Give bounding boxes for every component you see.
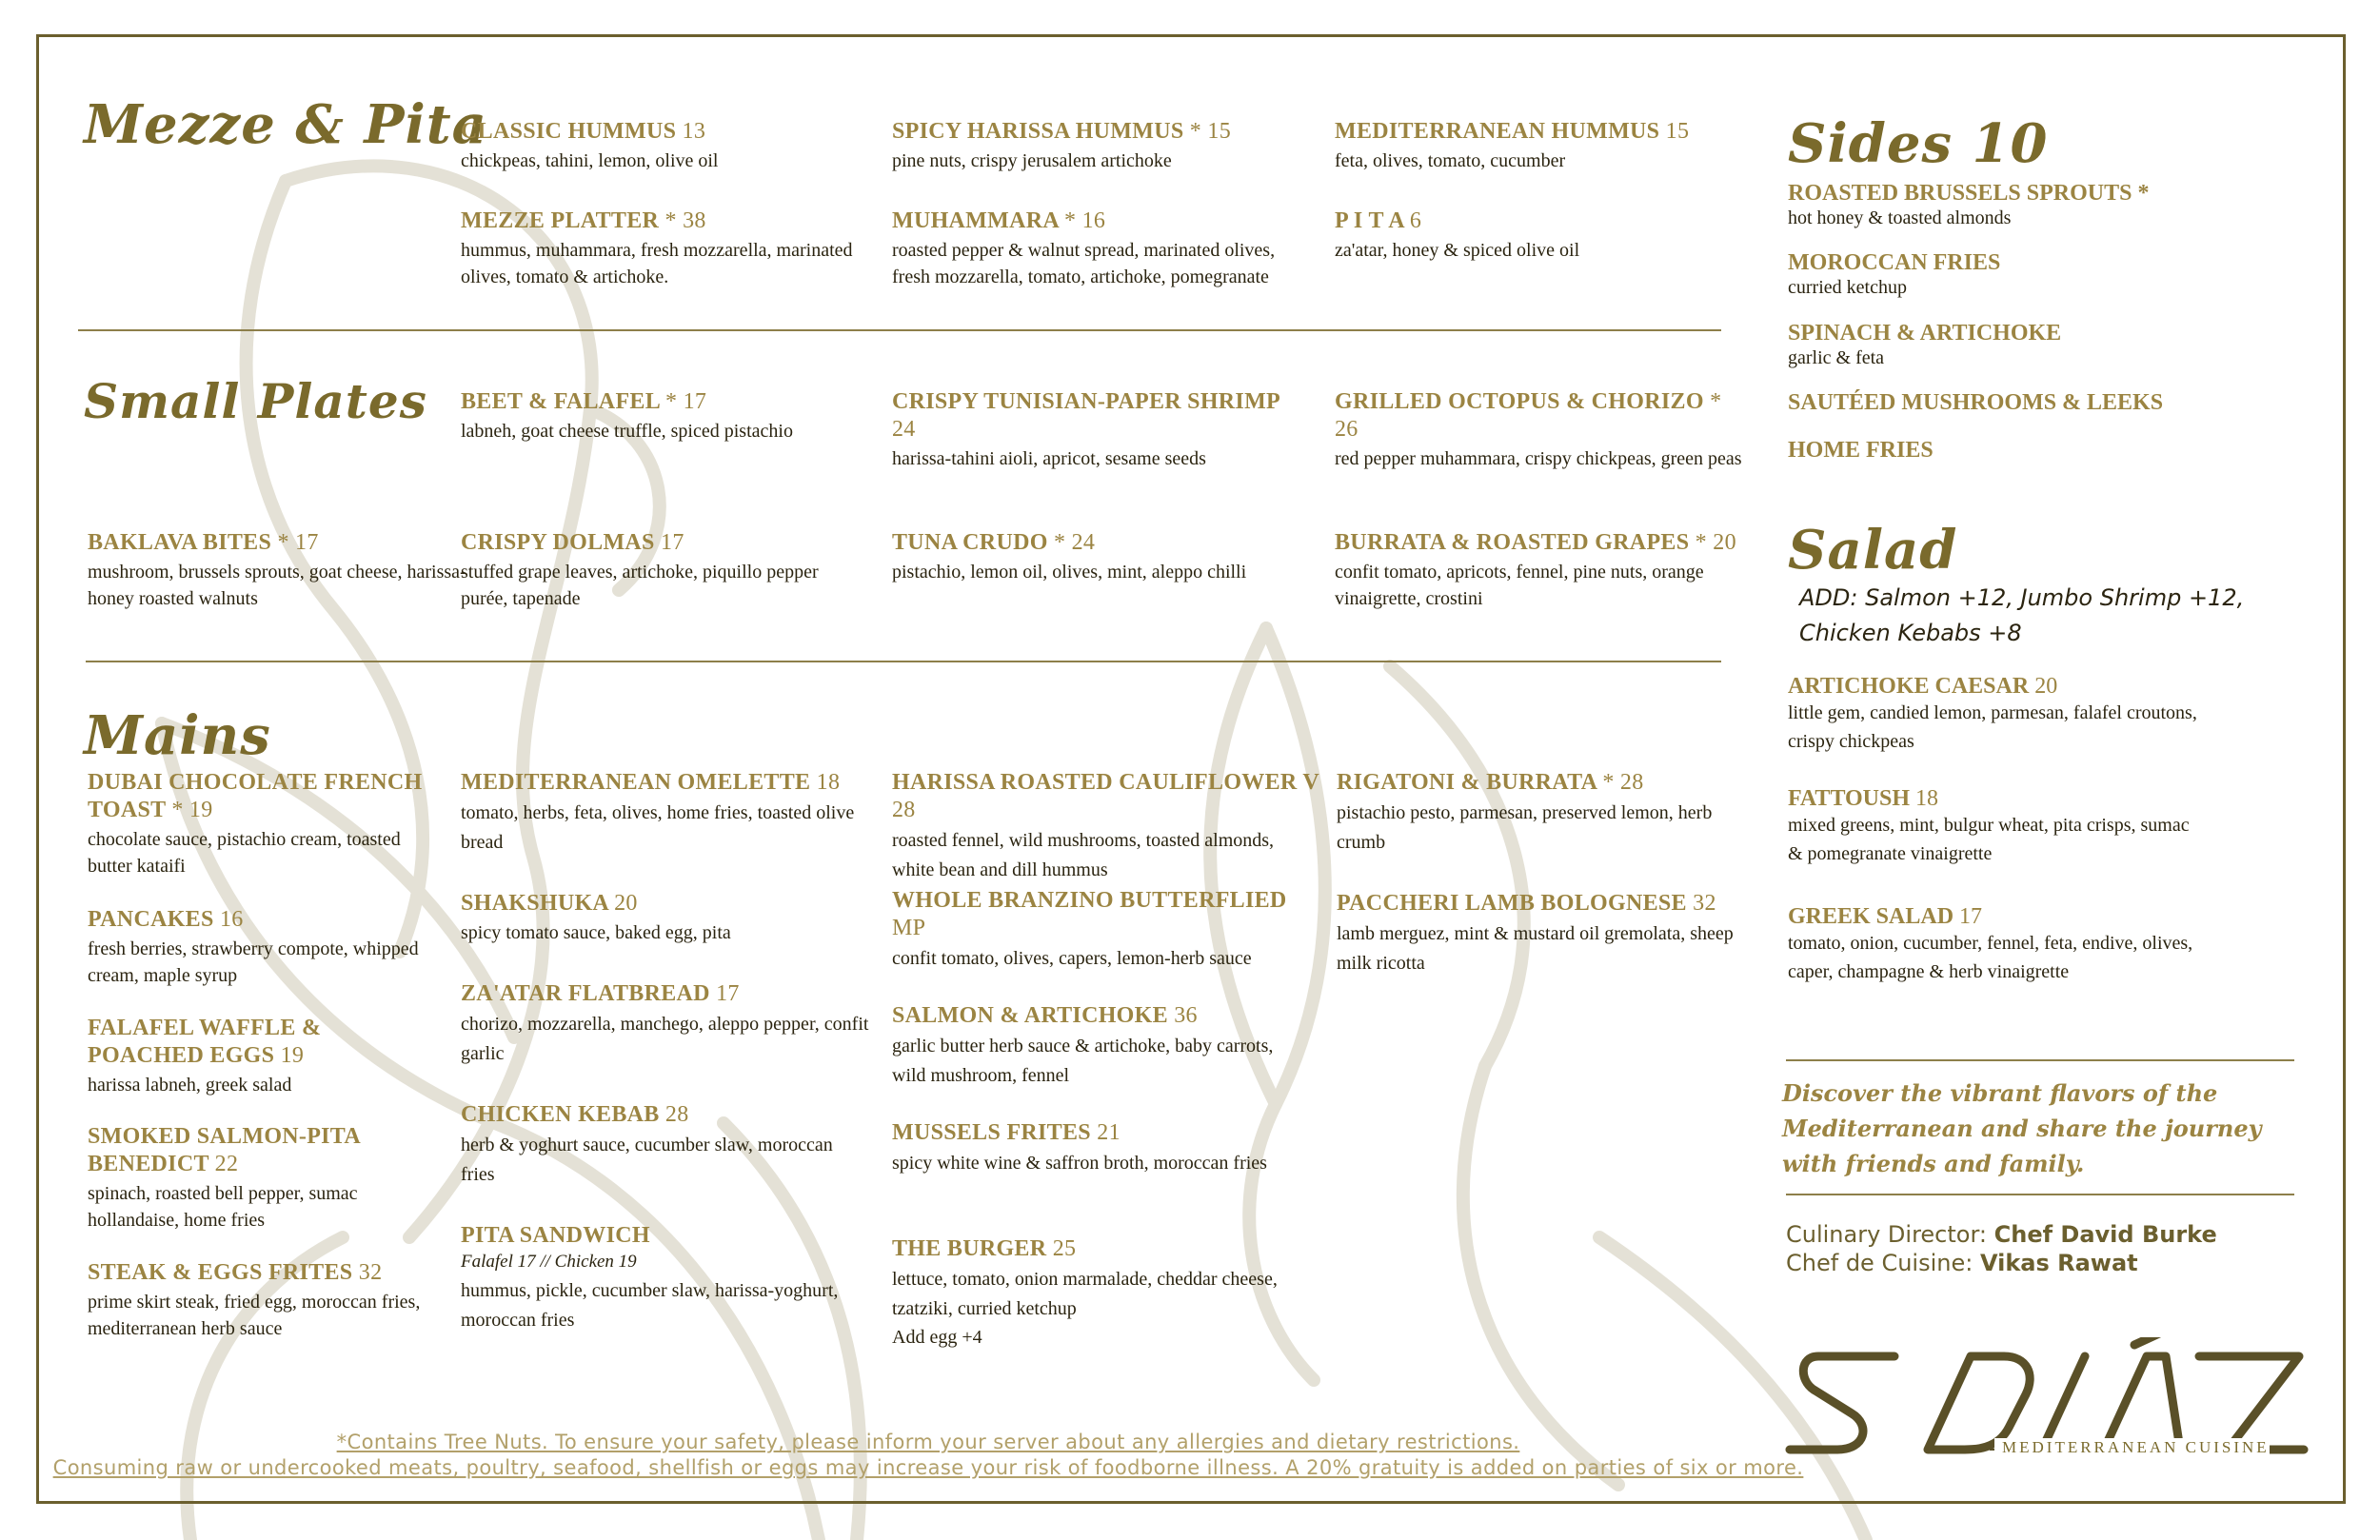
menu-item: SHAKSHUKA 20 spicy tomato sauce, baked egg, pita — [461, 891, 731, 943]
menu-item: STEAK & EGGS FRITES 32 prime skirt steak, fried egg, moroccan fries, mediterranean herb sauce — [88, 1260, 421, 1339]
menu-item: RIGATONI & BURRATA * 28 pistachio pesto, parmesan, preserved lemon, herb crumb — [1337, 770, 1713, 853]
menu-item: SMOKED SALMON-PITA BENEDICT 22 spinach, roasted bell pepper, sumac hollandaise, home fries — [88, 1124, 360, 1231]
side-item: HOME FRIES — [1788, 438, 1934, 463]
salad-item: FATTOUSH 18 mixed greens, mint, bulgur wheat, pita crisps, sumac & pomegranate vinaigrette — [1788, 786, 2190, 864]
tagline-rule-bottom — [1786, 1194, 2294, 1195]
section-divider — [78, 329, 1721, 331]
menu-item: BEET & FALAFEL * 17 labneh, goat cheese truffle, spiced pistachio — [461, 389, 793, 442]
section-title-mezze: Mezze & Pita — [84, 93, 487, 156]
menu-item: PITA SANDWICH Falafel 17 // Chicken 19 hummus, pickle, cucumber slaw, harissa-yoghurt, moroccan fries — [461, 1223, 839, 1331]
side-item: MOROCCAN FRIES curried ketchup — [1788, 250, 2001, 298]
menu-item: SPICY HARISSA HUMMUS * 15 pine nuts, crispy jerusalem artichoke — [892, 119, 1231, 171]
menu-item: HARISSA ROASTED CAULIFLOWER V 28 roasted fennel, wild mushrooms, toasted almonds, white bean and dill hummus — [892, 770, 1319, 880]
tagline: Discover the vibrant flavors of the Mediterranean and share the journey with friends and family. — [1782, 1079, 2262, 1177]
menu-item: CHICKEN KEBAB 28 herb & yoghurt sauce, cucumber slaw, moroccan fries — [461, 1102, 833, 1185]
tagline-rule-top — [1786, 1059, 2294, 1061]
section-divider — [86, 661, 1721, 662]
menu-item: P I T A 6 za'atar, honey & spiced olive oil — [1335, 208, 1580, 261]
section-title-small-plates: Small Plates — [84, 373, 427, 429]
menu-item: CRISPY DOLMAS 17 stuffed grape leaves, artichoke, piquillo pepper purée, tapenade — [461, 530, 819, 609]
menu-item: FALAFEL WAFFLE & POACHED EGGS 19 harissa labneh, greek salad — [88, 1016, 322, 1096]
menu-item: MEZZE PLATTER * 38 hummus, muhammara, fresh mozzarella, marinated olives, tomato & artichoke. — [461, 208, 853, 287]
allergy-notice: *Contains Tree Nuts. To ensure your safety, please inform your server about any allergies and dietary restrictions. — [336, 1431, 1520, 1453]
menu-item: PACCHERI LAMB BOLOGNESE 32 lamb merguez, mint & mustard oil gremolata, sheep milk ricotta — [1337, 891, 1734, 974]
chef-credits: Culinary Director: Chef David Burke Chef de Cuisine: Vikas Rawat — [1786, 1221, 2217, 1276]
menu-item: MEDITERRANEAN OMELETTE 18 tomato, herbs, feta, olives, home fries, toasted olive bread — [461, 770, 855, 853]
menu-item: WHOLE BRANZINO BUTTERFLIED MP confit tomato, olives, capers, lemon-herb sauce — [892, 888, 1287, 969]
menu-item: MUHAMMARA * 16 roasted pepper & walnut spread, marinated olives, fresh mozzarella, tomato, artichoke, pomegranate — [892, 208, 1276, 287]
menu-item: ZA'ATAR FLATBREAD 17 chorizo, mozzarella, manchego, aleppo pepper, confit garlic — [461, 981, 869, 1064]
section-title-salad: Salad — [1788, 519, 1958, 582]
menu-item: BAKLAVA BITES * 17 mushroom, brussels sprouts, goat cheese, harissa-honey roasted walnuts — [88, 530, 466, 609]
side-item: ROASTED BRUSSELS SPROUTS * hot honey & toasted almonds — [1788, 181, 2150, 228]
section-title-sides: Sides 10 — [1788, 112, 2049, 175]
menu-item: MEDITERRANEAN HUMMUS 15 feta, olives, tomato, cucumber — [1335, 119, 1690, 171]
salad-add-ons: ADD: Salmon +12, Jumbo Shrimp +12, Chicken Kebabs +8 — [1799, 584, 2245, 646]
menu-item: THE BURGER 25 lettuce, tomato, onion marmalade, cheddar cheese, tzatziki, curried ketchup Add egg +4 — [892, 1236, 1278, 1348]
menu-item: PANCAKES 16 fresh berries, strawberry compote, whipped cream, maple syrup — [88, 907, 419, 986]
salad-item: GREEK SALAD 17 tomato, onion, cucumber, fennel, feta, endive, olives, caper, champagne & herb vinaigrette — [1788, 904, 2193, 982]
menu-item: TUNA CRUDO * 24 pistachio, lemon oil, olives, mint, aleppo chilli — [892, 530, 1247, 582]
salad-item: ARTICHOKE CAESAR 20 little gem, candied lemon, parmesan, falafel croutons, crispy chickpeas — [1788, 674, 2197, 752]
section-title-mains: Mains — [84, 704, 271, 767]
menu-item: MUSSELS FRITES 21 spicy white wine & saffron broth, moroccan fries — [892, 1120, 1267, 1174]
menu-item: DUBAI CHOCOLATE FRENCH TOAST * 19 chocolate sauce, pistachio cream, toasted butter kataifi — [88, 770, 423, 877]
menu-item: BURRATA & ROASTED GRAPES * 20 confit tomato, apricots, fennel, pine nuts, orange vinaigrette, crostini — [1335, 530, 1736, 609]
side-item: SPINACH & ARTICHOKE garlic & feta — [1788, 321, 2062, 368]
menu-item: CRISPY TUNISIAN-PAPER SHRIMP 24 harissa-tahini aioli, apricot, sesame seeds — [892, 389, 1279, 469]
menu-item: CLASSIC HUMMUS 13 chickpeas, tahini, lemon, olive oil — [461, 119, 719, 171]
menu-item: GRILLED OCTOPUS & CHORIZO * 26 red pepper muhammara, crispy chickpeas, green peas — [1335, 389, 1742, 469]
logo-subtitle: MEDITERRANEAN CUISINE — [1994, 1438, 2270, 1457]
consumption-notice: Consuming raw or undercooked meats, poultry, seafood, shellfish or eggs may increase your risk of foodborne illness. A 20% gratuity is added on parties of six or more. — [52, 1456, 1804, 1479]
menu-item: SALMON & ARTICHOKE 36 garlic butter herb sauce & artichoke, baby carrots, wild mushroom, fennel — [892, 1003, 1274, 1086]
side-item: SAUTÉED MUSHROOMS & LEEKS — [1788, 390, 2164, 415]
